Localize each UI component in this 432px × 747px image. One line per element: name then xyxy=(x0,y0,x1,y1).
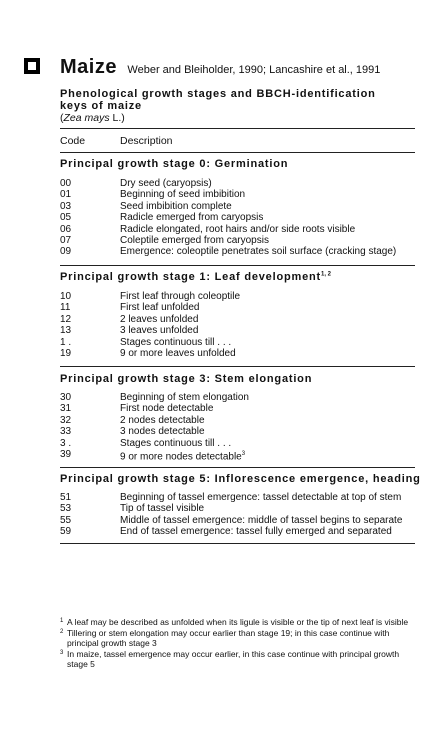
stage-title xyxy=(60,373,312,385)
stage-code: 32 xyxy=(60,414,72,426)
section-rule xyxy=(60,265,415,266)
footnote-ref: 3 xyxy=(241,450,246,457)
references: Weber and Bleiholder, 1990; Lancashire et al., 1991 xyxy=(127,64,381,76)
column-header-code: Code xyxy=(60,135,86,147)
stage-description: Beginning of stem elongation xyxy=(120,392,249,403)
stage-code: 13 xyxy=(60,325,72,337)
stage-description: Beginning of tassel emergence: tassel detectable at top of stem xyxy=(120,492,402,503)
stage-description-text: 9 or more nodes detectable xyxy=(120,451,242,463)
footnote xyxy=(60,617,422,627)
species-name: Zea mays xyxy=(63,112,110,124)
footnote xyxy=(60,628,422,648)
stage-description: Stages continuous till . . . xyxy=(120,437,232,449)
table-row xyxy=(60,201,420,212)
stage-title-text: Principal growth stage 0: Germination xyxy=(60,158,289,170)
table-row xyxy=(60,325,420,336)
stage-code: 11 xyxy=(60,302,71,314)
stage-title xyxy=(60,473,421,485)
species-open: ( xyxy=(60,112,64,124)
table-row xyxy=(60,189,420,200)
table-row xyxy=(60,246,420,257)
footnote-text: Tillering or stem elongation may occur earlier than stage 19; in this case continue with principal growth stage 3 xyxy=(67,628,390,648)
stage-code: 12 xyxy=(60,313,72,325)
stage-code: 59 xyxy=(60,526,72,538)
footnotes xyxy=(60,617,422,670)
stage-description: 3 leaves unfolded xyxy=(120,325,199,337)
stage-rows xyxy=(60,492,420,538)
stage-code: 30 xyxy=(60,392,72,403)
species-close: L.) xyxy=(109,112,125,124)
title-row xyxy=(60,56,380,79)
stage-code: 09 xyxy=(60,246,72,258)
stage-title-text: Principal growth stage 3: Stem elongation xyxy=(60,373,313,385)
stage-description: End of tassel emergence: tassel fully emerged and separated xyxy=(120,526,392,538)
stage-description: First node detectable xyxy=(120,403,214,415)
stage-title xyxy=(60,271,331,283)
stage-description: Coleptile emerged from caryopsis xyxy=(120,234,269,246)
table-row xyxy=(60,314,420,325)
stage-code: 10 xyxy=(60,291,72,302)
stage-description: 2 nodes detectable xyxy=(120,414,205,426)
section-rule xyxy=(60,366,415,367)
stage-code: 07 xyxy=(60,234,72,246)
table-row xyxy=(60,348,420,359)
stage-code: 53 xyxy=(60,503,72,515)
crop-title: Maize xyxy=(60,56,117,78)
stage-title-text: Principal growth stage 1: Leaf development xyxy=(60,271,321,283)
stage-description: Seed imbibition complete xyxy=(120,200,232,212)
table-row xyxy=(60,503,420,514)
stage-code: 00 xyxy=(60,178,72,189)
table-row xyxy=(60,302,420,313)
footnote-text: A leaf may be described as unfolded when its ligule is visible or the tip of next leaf is visible xyxy=(67,617,409,627)
stage-description: First leaf unfolded xyxy=(120,302,200,314)
stage-code: 51 xyxy=(60,492,72,503)
table-row xyxy=(60,392,420,403)
stage-code: 39 xyxy=(60,448,72,460)
table-row xyxy=(60,235,420,246)
stage-description: Stages continuous till . . . xyxy=(120,336,232,348)
stage-description: Emergence: coleoptile penetrates soil surface (cracking stage) xyxy=(120,246,397,258)
species-line xyxy=(60,112,125,124)
stage-code: 03 xyxy=(60,200,72,212)
stage-code: 1 . xyxy=(60,336,72,348)
stage-rows xyxy=(60,291,420,359)
stage-description: Dry seed (caryopsis) xyxy=(120,178,212,189)
footnote-number: 1 xyxy=(60,618,64,624)
stage-description: Tip of tassel visible xyxy=(120,503,205,515)
table-row xyxy=(60,403,420,414)
stage-description: Radicle emerged from caryopsis xyxy=(120,212,264,224)
stage-code: 33 xyxy=(60,426,72,438)
footnote-ref: 1, 2 xyxy=(320,271,331,278)
stage-description: 9 or more leaves unfolded xyxy=(120,347,236,359)
table-row xyxy=(60,426,420,437)
table-row xyxy=(60,492,420,503)
stage-description: 3 nodes detectable xyxy=(120,426,205,438)
footnote-number: 2 xyxy=(60,629,64,635)
footnote-text: In maize, tassel emergence may occur earlier, in this case continue with principal growth stage 5 xyxy=(67,649,400,669)
stage-description: 2 leaves unfolded xyxy=(120,313,199,325)
table-row xyxy=(60,448,420,463)
stage-code: 19 xyxy=(60,347,72,359)
stage-code: 01 xyxy=(60,189,72,201)
stage-code: 31 xyxy=(60,403,72,415)
stage-rows xyxy=(60,178,420,258)
footnote-number: 3 xyxy=(60,650,64,656)
table-row xyxy=(60,291,420,302)
header-rule xyxy=(60,152,415,153)
stage-title-text: Principal growth stage 5: Inflorescence emergence, heading xyxy=(60,473,421,485)
table-top-rule xyxy=(60,128,415,129)
stage-rows xyxy=(60,392,420,463)
table-row xyxy=(60,415,420,426)
section-rule xyxy=(60,467,415,468)
subtitle: Phenological growth stages and BBCH-identification keys of maize xyxy=(60,88,376,112)
stage-description xyxy=(120,449,420,463)
table-row xyxy=(60,515,420,526)
table-bottom-rule xyxy=(60,543,415,544)
stage-description: Radicle elongated, root hairs and/or side roots visible xyxy=(120,223,356,235)
stage-code: 55 xyxy=(60,514,72,526)
stage-description: Beginning of seed imbibition xyxy=(120,189,246,201)
table-row xyxy=(60,337,420,348)
stage-description: Middle of tassel emergence: middle of tassel begins to separate xyxy=(120,514,403,526)
section-marker-icon xyxy=(24,58,40,74)
column-header-description: Description xyxy=(120,135,173,147)
table-row xyxy=(60,224,420,235)
table-row xyxy=(60,212,420,223)
stage-code: 06 xyxy=(60,223,72,235)
stage-code: 05 xyxy=(60,212,72,224)
table-row xyxy=(60,526,420,537)
table-row xyxy=(60,438,420,449)
footnote xyxy=(60,649,422,669)
stage-code: 3 . xyxy=(60,437,72,449)
table-row xyxy=(60,178,420,189)
stage-title xyxy=(60,158,288,170)
stage-description: First leaf through coleoptile xyxy=(120,291,241,302)
